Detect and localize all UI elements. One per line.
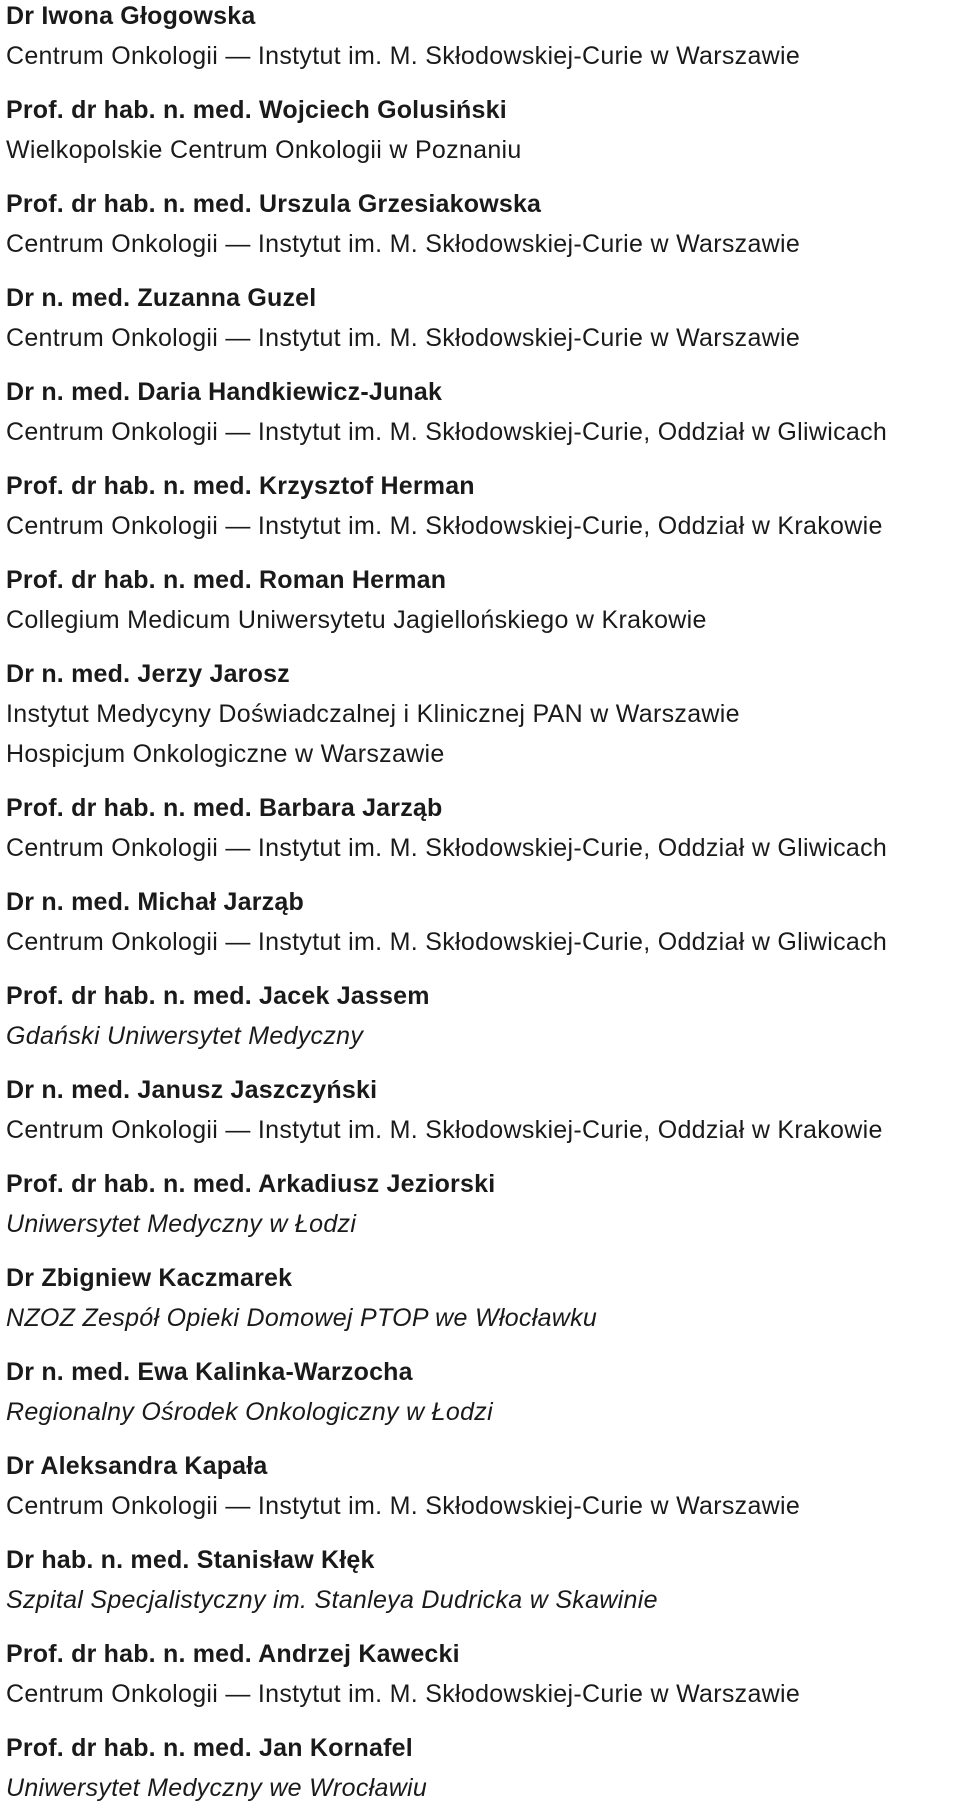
author-affiliation: Centrum Onkologii — Instytut im. M. Skłodowskiej-Curie w Warszawie <box>6 324 801 352</box>
author-affiliation: Centrum Onkologii — Instytut im. M. Skłodowskiej-Curie w Warszawie <box>6 230 801 258</box>
list-item <box>6 560 956 640</box>
author-affiliation: Instytut Medycyny Doświadczalnej i Klinicznej PAN w Warszawie <box>6 700 740 728</box>
author-name: Dr n. med. Janusz Jaszczyński <box>6 1076 378 1104</box>
author-affiliation: Collegium Medicum Uniwersytetu Jagiellońskiego w Krakowie <box>6 606 707 634</box>
author-name: Prof. dr hab. n. med. Barbara Jarząb <box>6 794 443 822</box>
author-affiliation: Centrum Onkologii — Instytut im. M. Skłodowskiej-Curie w Warszawie <box>6 1492 801 1520</box>
author-name: Prof. dr hab. n. med. Krzysztof Herman <box>6 472 475 500</box>
list-item <box>6 882 956 962</box>
author-affiliation: NZOZ Zespół Opieki Domowej PTOP we Włocławku <box>6 1304 598 1332</box>
author-name: Prof. dr hab. n. med. Wojciech Golusiński <box>6 96 507 124</box>
author-affiliation: Regionalny Ośrodek Onkologiczny w Łodzi <box>6 1398 493 1426</box>
author-affiliation: Centrum Onkologii — Instytut im. M. Skłodowskiej-Curie w Warszawie <box>6 42 801 70</box>
author-name: Dr hab. n. med. Stanisław Kłęk <box>6 1546 375 1574</box>
author-affiliation: Szpital Specjalistyczny im. Stanleya Dudricka w Skawinie <box>6 1586 658 1614</box>
author-name: Prof. dr hab. n. med. Jan Kornafel <box>6 1734 413 1762</box>
author-name: Prof. dr hab. n. med. Jacek Jassem <box>6 982 430 1010</box>
author-affiliation: Centrum Onkologii — Instytut im. M. Skłodowskiej-Curie, Oddział w Krakowie <box>6 512 883 540</box>
author-name: Dr n. med. Jerzy Jarosz <box>6 660 290 688</box>
list-item <box>6 1634 956 1714</box>
author-affiliation: Uniwersytet Medyczny w Łodzi <box>6 1210 357 1238</box>
author-list <box>6 0 956 1808</box>
author-affiliation: Centrum Onkologii — Instytut im. M. Skłodowskiej-Curie, Oddział w Krakowie <box>6 1116 883 1144</box>
author-name: Dr n. med. Daria Handkiewicz-Junak <box>6 378 443 406</box>
author-name: Prof. dr hab. n. med. Roman Herman <box>6 566 447 594</box>
author-affiliation: Centrum Onkologii — Instytut im. M. Skłodowskiej-Curie, Oddział w Gliwicach <box>6 928 888 956</box>
author-affiliation: Uniwersytet Medyczny we Wrocławiu <box>6 1774 428 1802</box>
list-item <box>6 1728 956 1808</box>
list-item <box>6 976 956 1056</box>
author-name: Dr Aleksandra Kapała <box>6 1452 268 1480</box>
list-item <box>6 0 956 76</box>
list-item <box>6 1352 956 1432</box>
list-item <box>6 1258 956 1338</box>
list-item <box>6 278 956 358</box>
list-item <box>6 1540 956 1620</box>
author-affiliation: Centrum Onkologii — Instytut im. M. Skłodowskiej-Curie, Oddział w Gliwicach <box>6 834 888 862</box>
author-affiliation: Hospicjum Onkologiczne w Warszawie <box>6 740 445 768</box>
author-name: Prof. dr hab. n. med. Andrzej Kawecki <box>6 1640 460 1668</box>
list-item <box>6 788 956 868</box>
author-affiliation: Centrum Onkologii — Instytut im. M. Skłodowskiej-Curie, Oddział w Gliwicach <box>6 418 888 446</box>
author-name: Dr n. med. Michał Jarząb <box>6 888 304 916</box>
list-item <box>6 1446 956 1526</box>
list-item <box>6 184 956 264</box>
list-item <box>6 654 956 774</box>
author-name: Prof. dr hab. n. med. Urszula Grzesiakowska <box>6 190 542 218</box>
author-affiliation: Gdański Uniwersytet Medyczny <box>6 1022 364 1050</box>
author-affiliation: Wielkopolskie Centrum Onkologii w Poznaniu <box>6 136 522 164</box>
list-item <box>6 1164 956 1244</box>
author-name: Dr Iwona Głogowska <box>6 2 256 30</box>
author-name: Dr n. med. Zuzanna Guzel <box>6 284 317 312</box>
list-item <box>6 466 956 546</box>
list-item <box>6 90 956 170</box>
author-name: Dr Zbigniew Kaczmarek <box>6 1264 293 1292</box>
author-name: Dr n. med. Ewa Kalinka-Warzocha <box>6 1358 413 1386</box>
author-affiliation: Centrum Onkologii — Instytut im. M. Skłodowskiej-Curie w Warszawie <box>6 1680 801 1708</box>
list-item <box>6 1070 956 1150</box>
list-item <box>6 372 956 452</box>
author-name: Prof. dr hab. n. med. Arkadiusz Jeziorski <box>6 1170 496 1198</box>
